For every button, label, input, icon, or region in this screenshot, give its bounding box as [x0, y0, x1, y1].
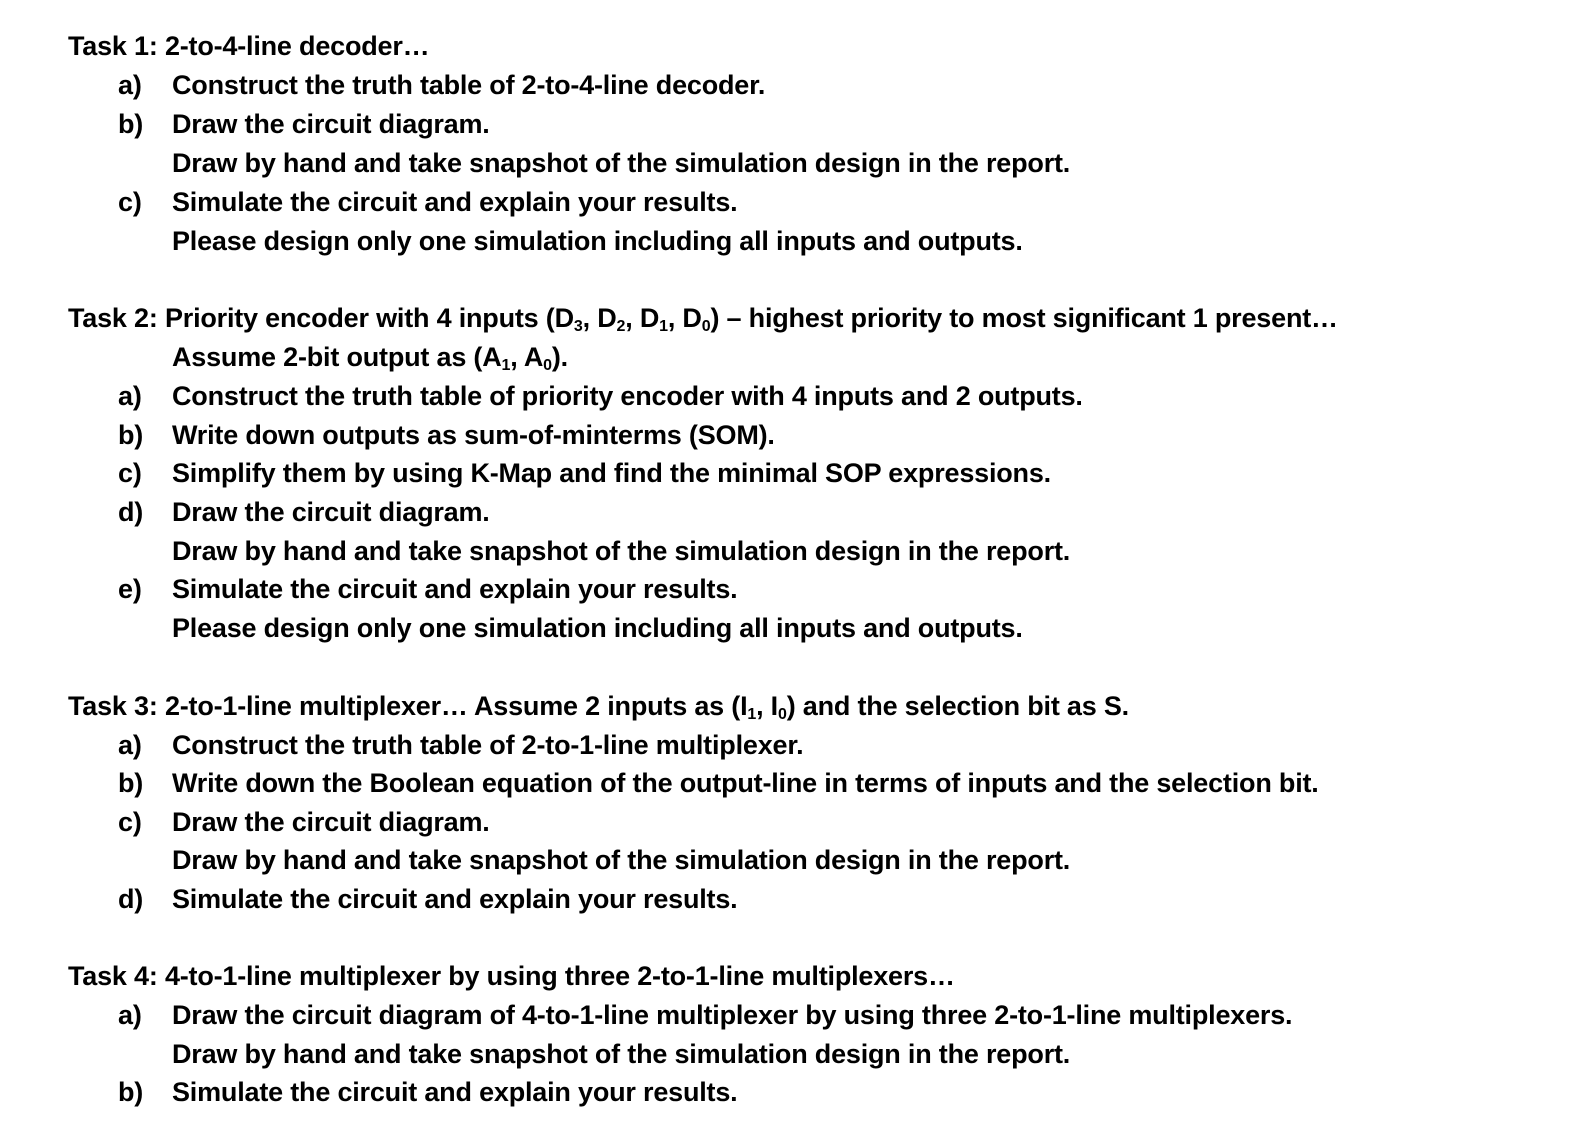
task-2-item-d-marker: d) — [118, 497, 144, 527]
task-1-item-c-marker: c) — [118, 187, 142, 217]
task-1-item-b-note: Draw by hand and take snapshot of the simulation design in the report. — [172, 148, 1071, 178]
task-2-title-part: ) – highest priority to most significant 1 present… — [710, 303, 1338, 333]
task-2-item-e-text: Simulate the circuit and explain your results. — [172, 574, 738, 604]
subscript: 1 — [501, 357, 511, 374]
task-2-assumption-part: ). — [551, 342, 568, 372]
task-2-item-c-text: Simplify them by using K-Map and find the minimal SOP expressions. — [172, 458, 1051, 488]
task-3-item-c-text: Draw the circuit diagram. — [172, 807, 490, 837]
task-1-item-b-text: Draw the circuit diagram. — [172, 109, 490, 139]
task-2-item-d-text: Draw the circuit diagram. — [172, 497, 490, 527]
task-4-item-a-text: Draw the circuit diagram of 4-to-1-line multiplexer by using three 2-to-1-line multiplexers. — [172, 1000, 1293, 1030]
task-3-title-part: Task 3: 2-to-1-line multiplexer… Assume 2 inputs as (I — [68, 691, 748, 721]
task-2-item-b-text: Write down outputs as sum-of-minterms (SOM). — [172, 420, 775, 450]
task-1-item-a-text: Construct the truth table of 2-to-4-line decoder. — [172, 70, 766, 100]
subscript: 0 — [701, 318, 711, 335]
task-1-item-a-marker: a) — [118, 70, 142, 100]
subscript: 2 — [616, 318, 626, 335]
subscript: 0 — [777, 706, 787, 723]
task-2-item-d-note: Draw by hand and take snapshot of the simulation design in the report. — [172, 536, 1071, 566]
task-1-item-c-note: Please design only one simulation including all inputs and outputs. — [172, 226, 1023, 256]
task-3-item-c-marker: c) — [118, 807, 142, 837]
task-2-assumption-part: Assume 2-bit output as (A — [172, 342, 502, 372]
task-3-item-d-text: Simulate the circuit and explain your results. — [172, 884, 738, 914]
task-2-item-b-marker: b) — [118, 420, 144, 450]
task-3-item-d-marker: d) — [118, 884, 144, 914]
task-2-item-e-marker: e) — [118, 574, 142, 604]
task-1-item-b-marker: b) — [118, 109, 144, 139]
task-3-item-b-text: Write down the Boolean equation of the output-line in terms of inputs and the selection bit. — [172, 768, 1319, 798]
task-2-assumption-part: , A — [510, 342, 544, 372]
task-2-item-c-marker: c) — [118, 458, 142, 488]
task-4-item-b-text: Simulate the circuit and explain your results. — [172, 1077, 738, 1107]
subscript: 0 — [543, 357, 552, 374]
task-3-item-c-note: Draw by hand and take snapshot of the simulation design in the report. — [172, 845, 1071, 875]
task-4-item-b-marker: b) — [118, 1077, 144, 1107]
task-3-title-part: ) and the selection bit as S. — [786, 691, 1129, 721]
task-2-item-a-marker: a) — [118, 381, 142, 411]
task-2-title — [68, 301, 1338, 335]
task-3-title-part: , I — [756, 691, 778, 721]
subscript: 3 — [573, 318, 583, 335]
task-3-item-b-marker: b) — [118, 768, 144, 798]
subscript: 1 — [659, 318, 668, 335]
task-2-assumption — [172, 340, 568, 374]
subscript: 1 — [747, 706, 757, 723]
task-2-title-part: Task 2: Priority encoder with 4 inputs (D — [68, 303, 574, 333]
task-3-item-a-text: Construct the truth table of 2-to-1-line multiplexer. — [172, 730, 804, 760]
task-2-title-part: , D — [667, 303, 702, 333]
task-4-item-a-marker: a) — [118, 1000, 142, 1030]
task-3-item-a-marker: a) — [118, 730, 142, 760]
task-2-item-a-text: Construct the truth table of priority encoder with 4 inputs and 2 outputs. — [172, 381, 1083, 411]
task-1-item-c-text: Simulate the circuit and explain your results. — [172, 187, 738, 217]
task-1-title: Task 1: 2-to-4-line decoder… — [68, 31, 430, 61]
task-2-item-e-note: Please design only one simulation including all inputs and outputs. — [172, 613, 1023, 643]
task-2-title-part: , D — [625, 303, 660, 333]
task-3-title — [68, 689, 1129, 723]
task-4-title: Task 4: 4-to-1-line multiplexer by using three 2-to-1-line multiplexers… — [68, 961, 955, 991]
task-2-title-part: , D — [582, 303, 617, 333]
task-4-item-a-note: Draw by hand and take snapshot of the simulation design in the report. — [172, 1039, 1071, 1069]
